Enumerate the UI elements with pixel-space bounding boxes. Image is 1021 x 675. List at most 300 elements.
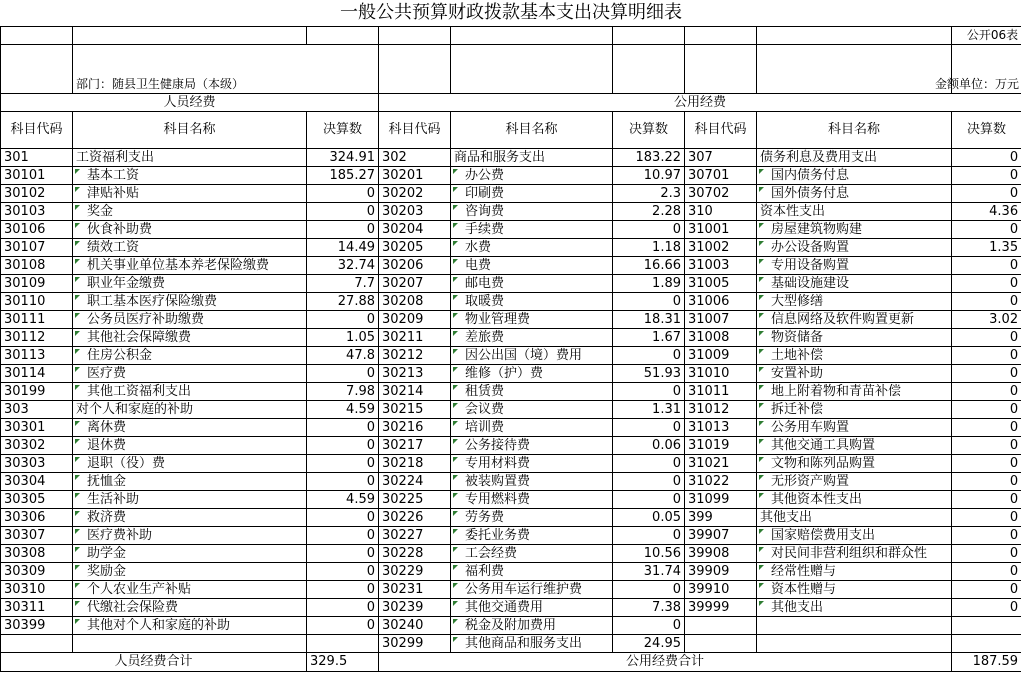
item-name: 生活补助 <box>73 491 307 509</box>
item-code: 31012 <box>685 401 757 419</box>
item-amount: 2.3 <box>613 185 685 203</box>
item-name: 物业管理费 <box>451 311 613 329</box>
item-name: 其他支出 <box>757 599 952 617</box>
item-name: 对民间非营利组织和群众性 <box>757 545 952 563</box>
item-amount: 1.89 <box>613 275 685 293</box>
item-amount: 4.59 <box>307 401 379 419</box>
item-code: 30227 <box>379 527 451 545</box>
item-name: 办公设备购置 <box>757 239 952 257</box>
table-row <box>1 293 1021 311</box>
item-name: 离休费 <box>73 419 307 437</box>
item-name: 津贴补贴 <box>73 185 307 203</box>
item-name: 物资储备 <box>757 329 952 347</box>
item-amount: 0 <box>307 365 379 383</box>
total-public-value: 187.59 <box>952 653 1021 672</box>
item-amount: 0 <box>613 491 685 509</box>
item-code: 39910 <box>685 581 757 599</box>
item-amount: 0 <box>952 509 1021 527</box>
item-code: 30307 <box>1 527 73 545</box>
item-name: 其他交通费用 <box>451 599 613 617</box>
item-code: 30217 <box>379 437 451 455</box>
item-name: 大型修缮 <box>757 293 952 311</box>
item-name: 退职（役）费 <box>73 455 307 473</box>
item-name: 公务接待费 <box>451 437 613 455</box>
item-name: 经常性赠与 <box>757 563 952 581</box>
item-name: 专用燃料费 <box>451 491 613 509</box>
header-amount: 决算数 <box>952 112 1021 149</box>
item-name: 工会经费 <box>451 545 613 563</box>
item-amount: 16.66 <box>613 257 685 275</box>
item-amount: 0 <box>307 221 379 239</box>
header-code: 科目代码 <box>1 112 73 149</box>
item-name: 职工基本医疗保险缴费 <box>73 293 307 311</box>
table-body <box>1 149 1021 653</box>
department-label: 部门：随县卫生健康局（本级） <box>73 45 379 94</box>
table-row <box>1 185 1021 203</box>
item-code: 30106 <box>1 221 73 239</box>
item-amount: 0 <box>307 473 379 491</box>
item-code: 30206 <box>379 257 451 275</box>
item-amount: 27.88 <box>307 293 379 311</box>
item-name: 因公出国（境）费用 <box>451 347 613 365</box>
item-amount: 47.8 <box>307 347 379 365</box>
item-code: 30226 <box>379 509 451 527</box>
item-code: 30224 <box>379 473 451 491</box>
item-amount: 3.02 <box>952 311 1021 329</box>
table-number: 公开06表 <box>952 27 1021 45</box>
item-amount: 0 <box>307 527 379 545</box>
item-amount: 1.35 <box>952 239 1021 257</box>
item-amount <box>952 635 1021 653</box>
item-code: 30228 <box>379 545 451 563</box>
item-amount: 0 <box>613 419 685 437</box>
item-code: 31019 <box>685 437 757 455</box>
item-name <box>73 635 307 653</box>
item-name: 债务利息及费用支出 <box>757 149 952 167</box>
item-amount: 0 <box>952 527 1021 545</box>
item-name: 差旅费 <box>451 329 613 347</box>
table-row <box>1 149 1021 167</box>
item-amount: 0 <box>613 347 685 365</box>
item-code: 39908 <box>685 545 757 563</box>
total-personnel-label: 人员经费合计 <box>1 653 307 672</box>
table-row <box>1 437 1021 455</box>
item-amount: 1.31 <box>613 401 685 419</box>
item-code: 30215 <box>379 401 451 419</box>
item-name: 国内债务付息 <box>757 167 952 185</box>
item-code: 30701 <box>685 167 757 185</box>
item-code: 30209 <box>379 311 451 329</box>
item-amount: 0 <box>952 185 1021 203</box>
item-amount: 0 <box>952 383 1021 401</box>
item-amount: 0 <box>613 293 685 311</box>
item-name: 奖金 <box>73 203 307 221</box>
item-amount: 0 <box>952 401 1021 419</box>
item-name: 劳务费 <box>451 509 613 527</box>
item-code: 30113 <box>1 347 73 365</box>
table-row <box>1 311 1021 329</box>
item-amount: 0 <box>613 221 685 239</box>
item-name: 文物和陈列品购置 <box>757 455 952 473</box>
item-amount: 0.06 <box>613 437 685 455</box>
header-name: 科目名称 <box>73 112 307 149</box>
item-name: 安置补助 <box>757 365 952 383</box>
item-amount: 0.05 <box>613 509 685 527</box>
item-code: 30310 <box>1 581 73 599</box>
section-personnel: 人员经费 <box>1 94 379 112</box>
item-name: 公务员医疗补助缴费 <box>73 311 307 329</box>
item-amount: 4.59 <box>307 491 379 509</box>
item-amount: 324.91 <box>307 149 379 167</box>
item-amount: 0 <box>952 149 1021 167</box>
item-amount: 183.22 <box>613 149 685 167</box>
table-row <box>1 527 1021 545</box>
item-name: 退休费 <box>73 437 307 455</box>
item-name: 培训费 <box>451 419 613 437</box>
item-code: 31008 <box>685 329 757 347</box>
item-code: 30229 <box>379 563 451 581</box>
table-row <box>1 617 1021 635</box>
item-amount: 0 <box>613 527 685 545</box>
item-name: 房屋建筑物购建 <box>757 221 952 239</box>
item-name: 其他社会保障缴费 <box>73 329 307 347</box>
item-name: 伙食补助费 <box>73 221 307 239</box>
table-row <box>1 473 1021 491</box>
item-name: 被装购置费 <box>451 473 613 491</box>
item-name: 公务用车购置 <box>757 419 952 437</box>
unit-text: 金额单位：万元 <box>935 77 1020 91</box>
item-code: 30214 <box>379 383 451 401</box>
item-code: 30102 <box>1 185 73 203</box>
item-amount: 0 <box>307 545 379 563</box>
table-row <box>1 401 1021 419</box>
item-amount: 24.95 <box>613 635 685 653</box>
header-code: 科目代码 <box>685 112 757 149</box>
item-name: 其他交通工具购置 <box>757 437 952 455</box>
table-row <box>1 581 1021 599</box>
item-code: 31022 <box>685 473 757 491</box>
item-code: 30231 <box>379 581 451 599</box>
item-amount: 0 <box>613 383 685 401</box>
item-code: 30299 <box>379 635 451 653</box>
item-amount: 0 <box>952 275 1021 293</box>
table-row <box>1 383 1021 401</box>
item-name: 取暖费 <box>451 293 613 311</box>
item-code: 30110 <box>1 293 73 311</box>
item-code: 30311 <box>1 599 73 617</box>
item-code: 30306 <box>1 509 73 527</box>
item-code: 30199 <box>1 383 73 401</box>
item-amount <box>307 635 379 653</box>
item-name: 个人农业生产补贴 <box>73 581 307 599</box>
item-code: 302 <box>379 149 451 167</box>
item-amount: 0 <box>952 473 1021 491</box>
item-name: 其他商品和服务支出 <box>451 635 613 653</box>
item-amount: 0 <box>307 599 379 617</box>
item-amount: 0 <box>952 167 1021 185</box>
item-code: 31099 <box>685 491 757 509</box>
item-amount: 0 <box>952 437 1021 455</box>
total-public-label: 公用经费合计 <box>379 653 952 672</box>
item-code: 31021 <box>685 455 757 473</box>
item-code: 31010 <box>685 365 757 383</box>
item-code: 39909 <box>685 563 757 581</box>
item-amount: 0 <box>952 455 1021 473</box>
item-name: 商品和服务支出 <box>451 149 613 167</box>
item-code: 30399 <box>1 617 73 635</box>
item-amount: 0 <box>307 419 379 437</box>
item-name: 基础设施建设 <box>757 275 952 293</box>
item-name: 奖励金 <box>73 563 307 581</box>
item-name: 福利费 <box>451 563 613 581</box>
header-amount: 决算数 <box>613 112 685 149</box>
page-title: 一般公共预算财政拨款基本支出决算明细表 <box>340 2 683 23</box>
section-public: 公用经费 <box>379 94 1021 112</box>
item-amount: 10.56 <box>613 545 685 563</box>
item-name: 咨询费 <box>451 203 613 221</box>
item-amount: 0 <box>952 545 1021 563</box>
item-name: 对个人和家庭的补助 <box>73 401 307 419</box>
item-name <box>757 617 952 635</box>
table-row <box>1 329 1021 347</box>
item-amount: 0 <box>613 473 685 491</box>
item-code: 30203 <box>379 203 451 221</box>
item-amount: 7.98 <box>307 383 379 401</box>
item-name: 助学金 <box>73 545 307 563</box>
item-amount: 0 <box>613 581 685 599</box>
item-amount: 14.49 <box>307 239 379 257</box>
header-name: 科目名称 <box>451 112 613 149</box>
item-amount: 0 <box>307 185 379 203</box>
item-code: 31009 <box>685 347 757 365</box>
item-amount: 4.36 <box>952 203 1021 221</box>
item-name: 其他对个人和家庭的补助 <box>73 617 307 635</box>
item-code: 31003 <box>685 257 757 275</box>
item-amount: 0 <box>307 617 379 635</box>
item-name: 拆迁补偿 <box>757 401 952 419</box>
item-code: 39907 <box>685 527 757 545</box>
item-name: 抚恤金 <box>73 473 307 491</box>
item-name: 办公费 <box>451 167 613 185</box>
item-name: 资本性支出 <box>757 203 952 221</box>
table-row <box>1 509 1021 527</box>
item-code: 30304 <box>1 473 73 491</box>
header-name: 科目名称 <box>757 112 952 149</box>
item-name: 土地补偿 <box>757 347 952 365</box>
table-row <box>1 347 1021 365</box>
item-amount: 0 <box>952 221 1021 239</box>
item-name: 租赁费 <box>451 383 613 401</box>
item-amount: 0 <box>307 311 379 329</box>
item-name: 其他支出 <box>757 509 952 527</box>
item-amount: 7.7 <box>307 275 379 293</box>
item-amount: 0 <box>952 581 1021 599</box>
item-amount: 1.05 <box>307 329 379 347</box>
item-code: 30112 <box>1 329 73 347</box>
item-amount: 51.93 <box>613 365 685 383</box>
table-row <box>1 257 1021 275</box>
table-row <box>1 545 1021 563</box>
item-code: 30218 <box>379 455 451 473</box>
item-name: 职业年金缴费 <box>73 275 307 293</box>
item-name: 委托业务费 <box>451 527 613 545</box>
item-amount: 1.18 <box>613 239 685 257</box>
item-code: 30303 <box>1 455 73 473</box>
item-code: 30207 <box>379 275 451 293</box>
item-name <box>757 635 952 653</box>
table-row <box>1 491 1021 509</box>
item-code: 30201 <box>379 167 451 185</box>
table-row <box>1 365 1021 383</box>
item-code: 30205 <box>379 239 451 257</box>
item-name: 资本性赠与 <box>757 581 952 599</box>
item-amount: 0 <box>952 365 1021 383</box>
header-amount: 决算数 <box>307 112 379 149</box>
item-amount: 0 <box>952 599 1021 617</box>
item-code: 30202 <box>379 185 451 203</box>
item-code: 310 <box>685 203 757 221</box>
item-amount: 0 <box>952 347 1021 365</box>
item-code: 31002 <box>685 239 757 257</box>
item-code: 30225 <box>379 491 451 509</box>
item-code: 30305 <box>1 491 73 509</box>
item-name: 专用材料费 <box>451 455 613 473</box>
item-code: 301 <box>1 149 73 167</box>
table-row <box>1 599 1021 617</box>
item-amount: 0 <box>307 203 379 221</box>
item-code: 30109 <box>1 275 73 293</box>
table-row <box>1 563 1021 581</box>
item-amount: 0 <box>952 257 1021 275</box>
item-amount: 0 <box>307 509 379 527</box>
item-name: 无形资产购置 <box>757 473 952 491</box>
item-name: 地上附着物和青苗补偿 <box>757 383 952 401</box>
item-name: 信息网络及软件购置更新 <box>757 311 952 329</box>
item-code: 30208 <box>379 293 451 311</box>
item-name: 邮电费 <box>451 275 613 293</box>
table-row <box>1 239 1021 257</box>
item-code: 30103 <box>1 203 73 221</box>
item-amount: 18.31 <box>613 311 685 329</box>
item-code: 30108 <box>1 257 73 275</box>
item-code: 30101 <box>1 167 73 185</box>
item-name: 救济费 <box>73 509 307 527</box>
item-code: 303 <box>1 401 73 419</box>
item-code: 30211 <box>379 329 451 347</box>
table-row <box>1 167 1021 185</box>
item-code: 30107 <box>1 239 73 257</box>
item-amount: 0 <box>952 563 1021 581</box>
table-row <box>1 275 1021 293</box>
table-row <box>1 635 1021 653</box>
item-code: 30204 <box>379 221 451 239</box>
item-code: 30302 <box>1 437 73 455</box>
item-name: 代缴社会保险费 <box>73 599 307 617</box>
item-code: 30309 <box>1 563 73 581</box>
item-amount: 2.28 <box>613 203 685 221</box>
item-name: 电费 <box>451 257 613 275</box>
item-amount: 0 <box>307 581 379 599</box>
item-code: 31006 <box>685 293 757 311</box>
item-amount: 185.27 <box>307 167 379 185</box>
item-code: 30213 <box>379 365 451 383</box>
total-personnel-value: 329.5 <box>307 653 379 672</box>
item-code: 30702 <box>685 185 757 203</box>
item-code: 31011 <box>685 383 757 401</box>
item-code: 30308 <box>1 545 73 563</box>
item-name: 其他资本性支出 <box>757 491 952 509</box>
item-code: 31013 <box>685 419 757 437</box>
item-name: 国外债务付息 <box>757 185 952 203</box>
item-name: 手续费 <box>451 221 613 239</box>
header-code: 科目代码 <box>379 112 451 149</box>
item-code: 30301 <box>1 419 73 437</box>
item-amount <box>952 617 1021 635</box>
item-code: 30212 <box>379 347 451 365</box>
item-code: 399 <box>685 509 757 527</box>
item-code: 30114 <box>1 365 73 383</box>
item-amount: 10.97 <box>613 167 685 185</box>
item-name: 医疗费 <box>73 365 307 383</box>
item-amount: 1.67 <box>613 329 685 347</box>
item-code: 31007 <box>685 311 757 329</box>
item-amount: 0 <box>307 563 379 581</box>
item-amount: 0 <box>952 419 1021 437</box>
item-name: 基本工资 <box>73 167 307 185</box>
item-name: 水费 <box>451 239 613 257</box>
item-amount: 0 <box>613 617 685 635</box>
table-row <box>1 221 1021 239</box>
item-amount: 0 <box>952 293 1021 311</box>
item-name: 工资福利支出 <box>73 149 307 167</box>
item-amount: 0 <box>307 455 379 473</box>
item-code <box>1 635 73 653</box>
item-code: 39999 <box>685 599 757 617</box>
item-code: 30111 <box>1 311 73 329</box>
item-code: 31001 <box>685 221 757 239</box>
item-amount: 0 <box>952 329 1021 347</box>
item-name: 专用设备购置 <box>757 257 952 275</box>
unit-label <box>935 45 1021 94</box>
table-row <box>1 419 1021 437</box>
item-amount: 32.74 <box>307 257 379 275</box>
item-code: 307 <box>685 149 757 167</box>
item-name: 印刷费 <box>451 185 613 203</box>
item-code: 31005 <box>685 275 757 293</box>
item-code: 30216 <box>379 419 451 437</box>
item-name: 国家赔偿费用支出 <box>757 527 952 545</box>
item-amount: 0 <box>613 455 685 473</box>
item-code <box>685 617 757 635</box>
table-row <box>1 455 1021 473</box>
item-amount: 0 <box>952 491 1021 509</box>
item-amount: 31.74 <box>613 563 685 581</box>
item-name: 医疗费补助 <box>73 527 307 545</box>
table-row <box>1 203 1021 221</box>
item-code <box>685 635 757 653</box>
item-name: 维修（护）费 <box>451 365 613 383</box>
item-amount: 7.38 <box>613 599 685 617</box>
item-amount: 0 <box>307 437 379 455</box>
item-name: 住房公积金 <box>73 347 307 365</box>
item-code: 30239 <box>379 599 451 617</box>
item-name: 会议费 <box>451 401 613 419</box>
item-name: 机关事业单位基本养老保险缴费 <box>73 257 307 275</box>
item-code: 30240 <box>379 617 451 635</box>
item-name: 其他工资福利支出 <box>73 383 307 401</box>
item-name: 绩效工资 <box>73 239 307 257</box>
item-name: 公务用车运行维护费 <box>451 581 613 599</box>
